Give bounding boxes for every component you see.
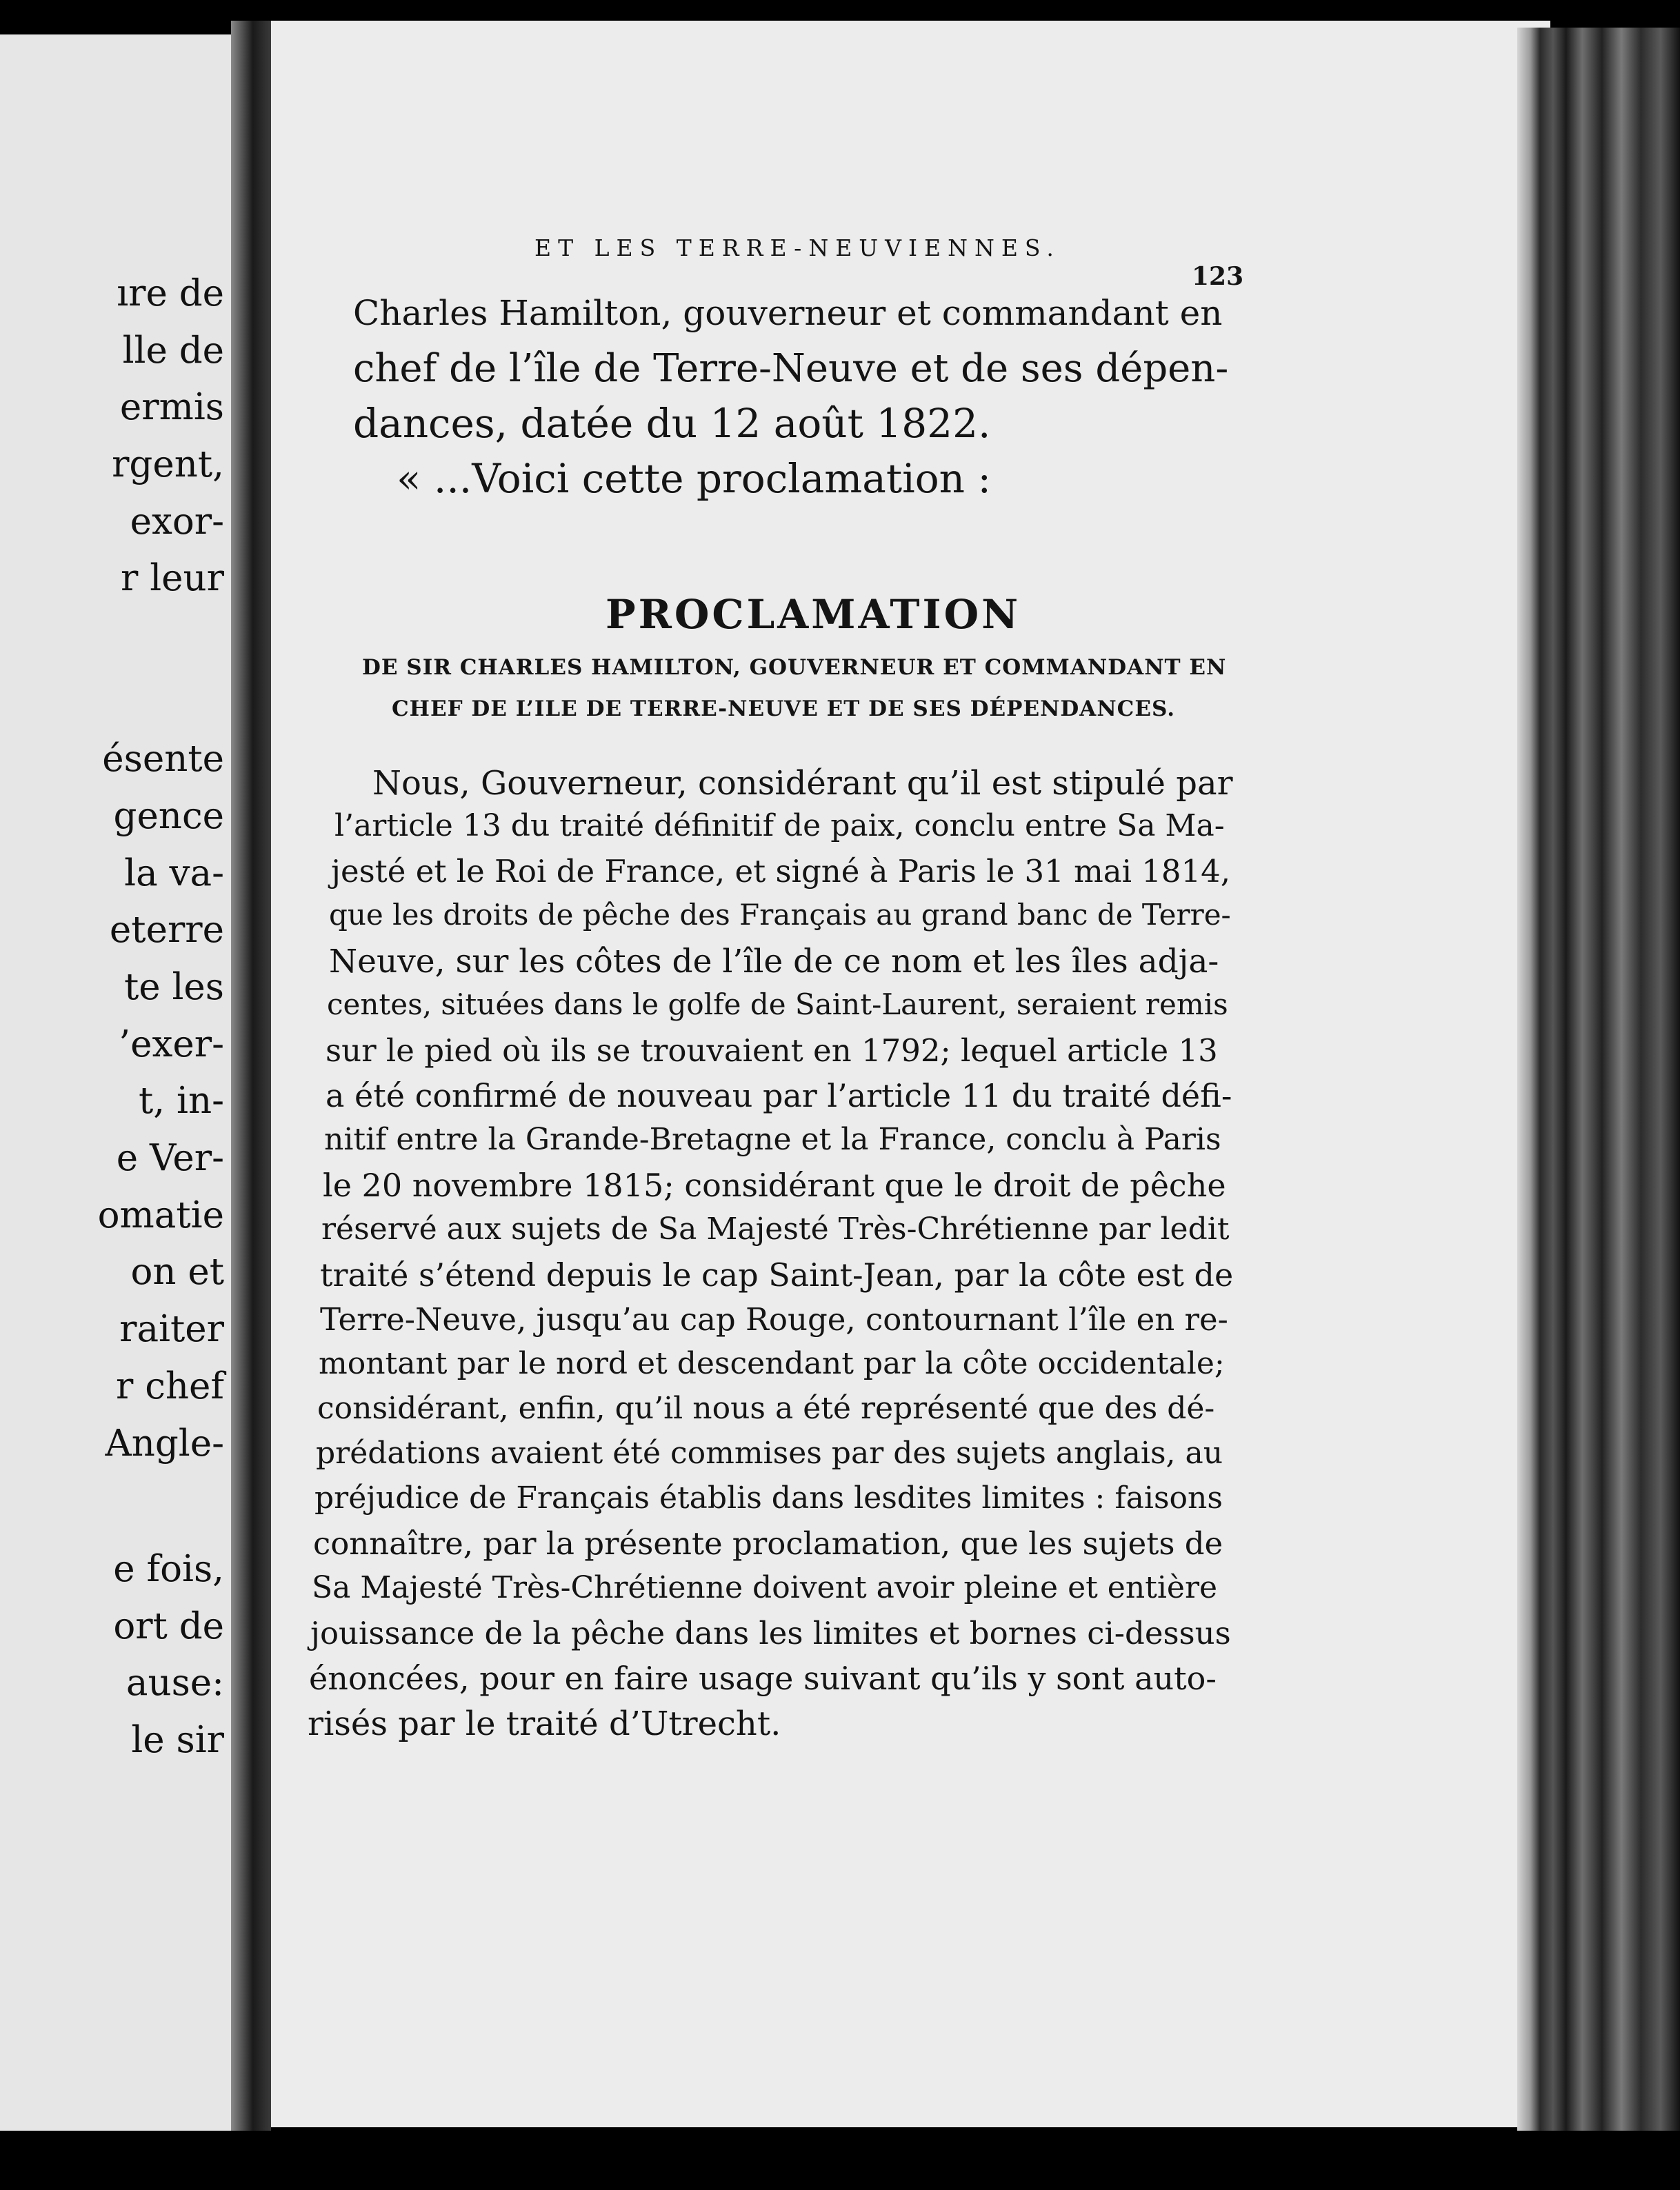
body-line: sur le pied où ils se trouvaient en 1792; lequel article 13 [326, 1032, 1218, 1069]
left-page-line: omatie [97, 1194, 224, 1236]
left-page-line: ’exer- [119, 1023, 224, 1065]
bottom-shadow [228, 2131, 1680, 2190]
body-line: considérant, enfin, qu’il nous a été représenté que des dé- [317, 1391, 1215, 1426]
left-page-line: te les [123, 966, 224, 1008]
left-page-line: t, in- [139, 1080, 224, 1122]
body-line: a été confirmé de nouveau par l’article 11 du traité défi- [326, 1077, 1232, 1114]
body-line: centes, situées dans le golfe de Saint-Laurent, seraient remis [327, 987, 1228, 1021]
body-line: Neuve, sur les côtes de l’île de ce nom et les îles adja- [329, 943, 1219, 981]
body-line: énoncées, pour en faire usage suivant qu’ils y sont auto- [309, 1660, 1217, 1697]
left-page-line: e Ver- [116, 1137, 224, 1179]
body-line: Terre-Neuve, jusqu’au cap Rouge, contournant l’île en re- [320, 1301, 1228, 1338]
proclamation-subtitle: DE SIR CHARLES HAMILTON, GOUVERNEUR ET COMMANDANT EN [362, 655, 1227, 680]
left-page-line: e fois, [113, 1548, 224, 1590]
body-line: le 20 novembre 1815; considérant que le droit de pêche [323, 1167, 1226, 1204]
left-page-line: rgent, [112, 443, 224, 485]
left-page-line: gence [113, 795, 224, 837]
left-page-line: ıre de [117, 272, 224, 314]
body-line: Nous, Gouverneur, considérant qu’il est stipulé par [372, 764, 1233, 803]
intro-line: dances, datée du 12 août 1822. [353, 400, 991, 447]
body-line: prédations avaient été commises par des sujets anglais, au [316, 1436, 1223, 1471]
left-page-line: ermis [119, 386, 224, 428]
intro-line: « ...Voici cette proclamation : [397, 455, 991, 502]
page-edges [1517, 28, 1680, 2158]
left-page-line: le sir [131, 1719, 224, 1761]
body-line: l’article 13 du traité définitif de paix, conclu entre Sa Ma- [334, 808, 1225, 843]
left-page-line: la va- [124, 852, 224, 894]
proclamation-title: PROCLAMATION [606, 591, 1021, 638]
left-page-line: exor- [130, 501, 224, 543]
body-line: nitif entre la Grande-Bretagne et la France, conclu à Paris [324, 1122, 1221, 1157]
page-number: 123 [1192, 262, 1244, 291]
body-line: jesté et le Roi de France, et signé à Paris le 31 mai 1814, [331, 853, 1231, 890]
gutter-shadow [231, 21, 271, 2158]
left-page-line: lle de [122, 330, 224, 372]
left-page-line: ésente [102, 738, 224, 780]
body-line: réservé aux sujets de Sa Majesté Très-Chrétienne par ledit [321, 1212, 1230, 1247]
running-head: ET LES TERRE-NEUVIENNES. [534, 234, 1061, 261]
proclamation-subtitle: CHEF DE L’ILE DE TERRE-NEUVE ET DE SES DÉPENDANCES. [392, 696, 1176, 721]
left-page-line: ause: [126, 1662, 224, 1704]
body-line: que les droits de pêche des Français au grand banc de Terre- [329, 898, 1231, 932]
right-page [271, 21, 1550, 2127]
left-page-line: on et [130, 1251, 224, 1293]
body-line: Sa Majesté Très-Chrétienne doivent avoir pleine et entière [312, 1570, 1218, 1605]
left-page-line: eterre [109, 909, 224, 951]
body-line: risés par le traité d’Utrecht. [308, 1705, 781, 1743]
left-page-line: r chef [116, 1365, 224, 1407]
left-page-line: ort de [113, 1605, 224, 1647]
body-line: connaître, par la présente proclamation, que les sujets de [313, 1525, 1223, 1562]
body-line: traité s’étend depuis le cap Saint-Jean, par la côte est de [320, 1256, 1234, 1294]
intro-line: Charles Hamilton, gouverneur et commandant en [353, 293, 1223, 333]
left-page [0, 34, 231, 2131]
left-page-line: raiter [119, 1308, 224, 1350]
body-line: jouissance de la pêche dans les limites et bornes ci-dessus [310, 1615, 1231, 1651]
body-line: préjudice de Français établis dans lesdites limites : faisons [314, 1480, 1223, 1516]
left-page-line: r leur [121, 557, 224, 599]
body-line: montant par le nord et descendant par la côte occidentale; [319, 1346, 1225, 1381]
left-page-line: Angle- [105, 1423, 224, 1465]
intro-line: chef de l’île de Terre-Neuve et de ses dépen- [353, 346, 1229, 391]
